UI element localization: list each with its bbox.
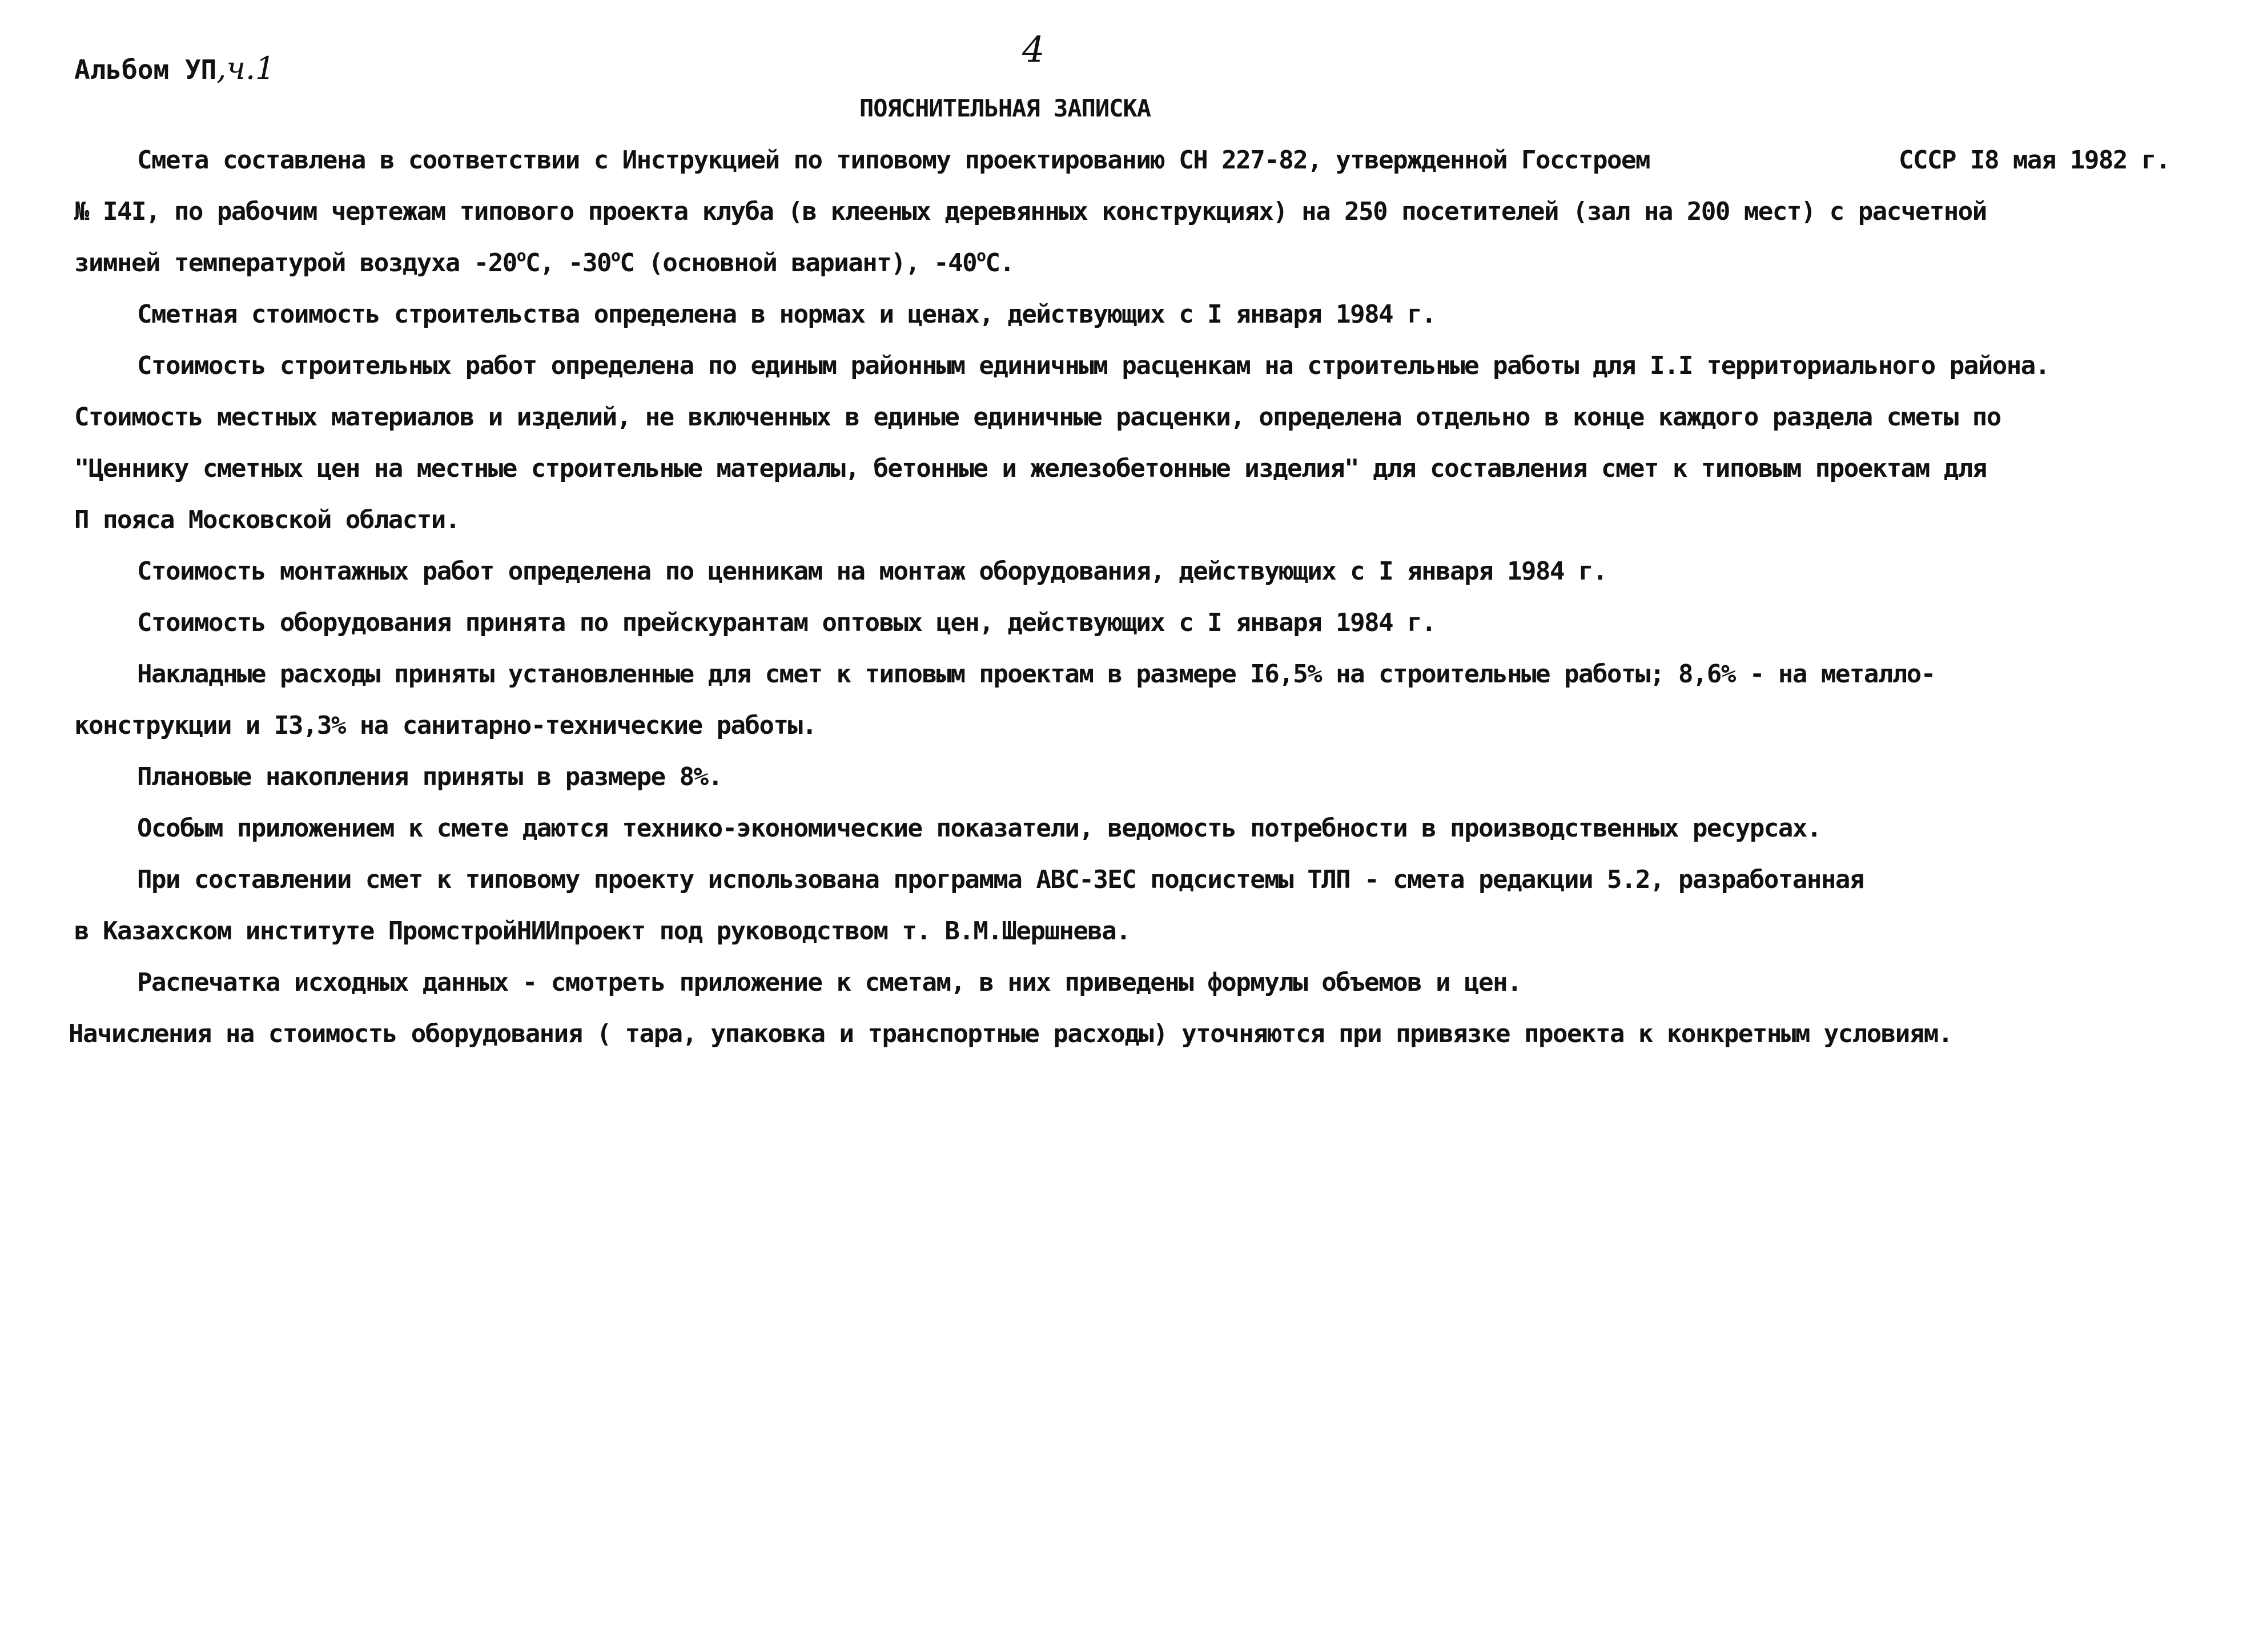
paragraph-overhead-line-1: Накладные расходы приняты установленные для смет к типовым проектам в размере I6,5% на строительные работы; 8,6% - на металло- xyxy=(137,660,1935,689)
paragraph-appendix: Особым приложением к смете даются технико-экономические показатели, ведомость потребности в производственных ресурсах. xyxy=(137,814,1821,843)
page-number: 4 xyxy=(1022,29,1045,70)
paragraph-equipment-cost: Стоимость оборудования принята по прейскурантам оптовых цен, действующих с I января 1984 г. xyxy=(137,608,1436,637)
paragraph-construction-cost-line-1: Стоимость строительных работ определена по единым районным единичным расценкам на строительные работы для I.I территориального района. xyxy=(137,351,2049,380)
temperature-text-3: С (основной вариант), -40 xyxy=(620,248,977,278)
paragraph-software-line-1: При составлении смет к типовому проекту использована программа АВС-ЗЕС подсистемы ТЛП - смета редакции 5.2, разработанная xyxy=(137,865,1864,894)
temperature-text-1: зимней температурой воздуха -20 xyxy=(74,248,517,278)
temperature-text-4: С. xyxy=(985,248,1014,278)
paragraph-estimate-basis-line-2: № I4I, по рабочим чертежам типового проекта клуба (в клееных деревянных конструкциях) на 250 посетителей (зал на 200 мест) с расчетной xyxy=(74,197,1987,226)
paragraph-construction-cost-line-2: Стоимость местных материалов и изделий, не включенных в единые единичные расценки, определена отдельно в конце каждого раздела сметы по xyxy=(74,403,2001,432)
album-part-handwritten: ,ч.1 xyxy=(216,50,275,86)
paragraph-planned-savings: Плановые накопления приняты в размере 8%. xyxy=(137,762,722,791)
paragraph-construction-cost-line-4: П пояса Московской области. xyxy=(74,505,460,534)
paragraph-source-data: Распечатка исходных данных - смотреть приложение к сметам, в них приведены формулы объемов и цен. xyxy=(137,968,1522,997)
degree-mark-3: о xyxy=(976,246,986,265)
paragraph-estimate-basis-line-1a: Смета составлена в соответствии с Инструкцией по типовому проектированию СН 227-82, утвержденной Госстроем xyxy=(137,146,1650,175)
paragraph-estimate-basis-line-3 xyxy=(74,248,1014,278)
album-label xyxy=(74,50,275,86)
paragraph-equipment-charges: Начисления на стоимость оборудования ( тара, упаковка и транспортные расходы) уточняются при привязке проекта к конкретным условиям. xyxy=(69,1019,1952,1048)
document-title: ПОЯСНИТЕЛЬНАЯ ЗАПИСКА xyxy=(859,94,1151,122)
degree-mark-2: о xyxy=(611,246,620,265)
paragraph-overhead-line-2: конструкции и I3,3% на санитарно-технические работы. xyxy=(74,711,817,740)
paragraph-estimate-basis-line-1b: СССР I8 мая 1982 г. xyxy=(1899,146,2170,175)
paragraph-construction-cost-line-3: "Ценнику сметных цен на местные строительные материалы, бетонные и железобетонные изделия" для составления смет к типовым проектам для xyxy=(74,454,1987,483)
degree-mark-1: о xyxy=(516,246,526,265)
temperature-text-2: С, -30 xyxy=(525,248,612,278)
album-name: Альбом УП xyxy=(74,54,217,85)
paragraph-cost-norms: Сметная стоимость строительства определена в нормах и ценах, действующих с I января 1984 г. xyxy=(137,300,1436,329)
paragraph-installation-cost: Стоимость монтажных работ определена по ценникам на монтаж оборудования, действующих с I января 1984 г. xyxy=(137,557,1607,586)
paragraph-software-line-2: в Казахском институте ПромстройНИИпроект под руководством т. В.М.Шершнева. xyxy=(74,917,1131,946)
